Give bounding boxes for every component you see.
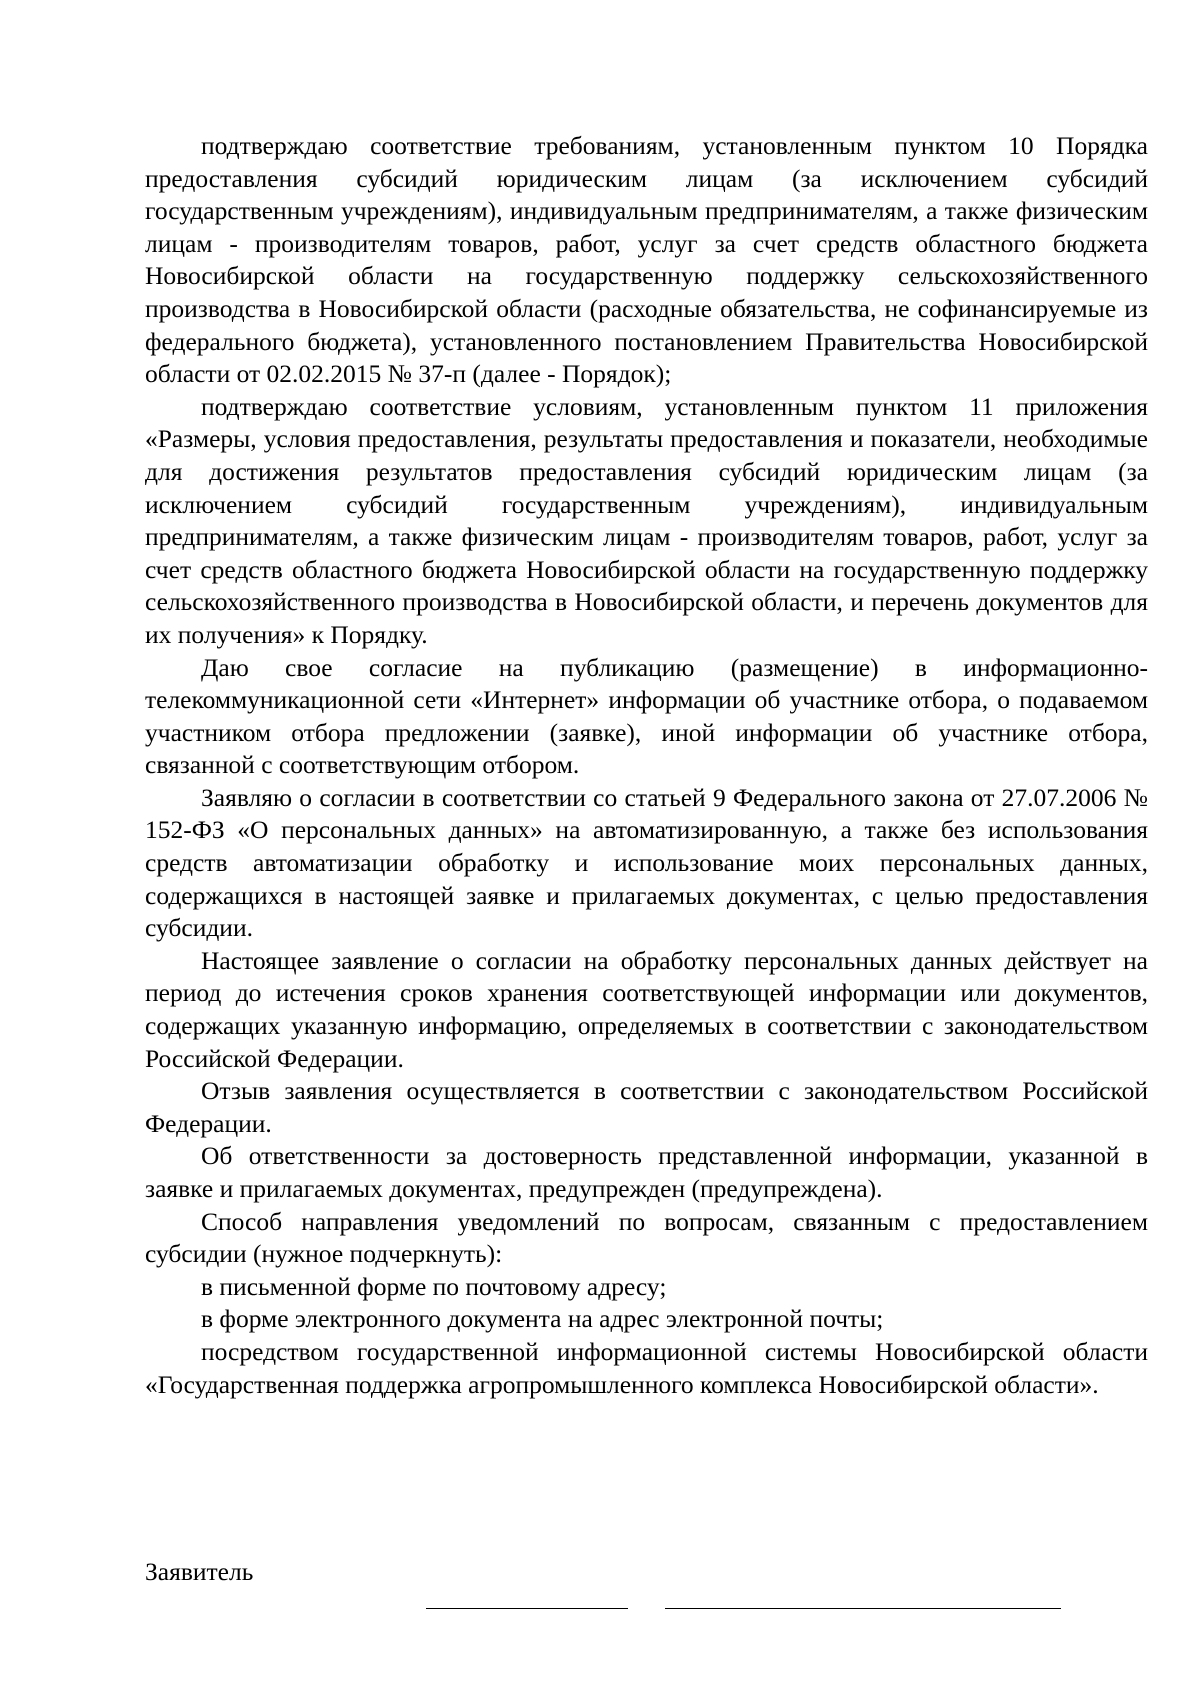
paragraph-publication-consent: Даю свое согласие на публикацию (размещение) в информационно-телекоммуникационной сети «Интернет» информации об участнике отбора, о подаваемом участником отбора предложении (заявке), иной информации об участнике отбора, связанной с соответствующим отбором.: [145, 652, 1148, 780]
paragraph-conditions: подтверждаю соответствие условиям, установленным пунктом 11 приложения «Размеры, условия предоставления, результаты предоставления и показатели, необходимые для достижения результатов предоставления субсидий юридическим лицам (за исключением субсидий государственным учреждениям), индивидуальным предпринимателям, а также физическим лицам - производителям товаров, работ, услуг за счет средств областного бюджета Новосибирской области на государственную поддержку сельскохозяйственного производства в Новосибирской области, и перечень документов для их получения» к Порядку.: [145, 391, 1148, 649]
option-email: в форме электронного документа на адрес электронной почты;: [201, 1304, 884, 1334]
signature-line: [426, 1608, 628, 1609]
option-gis: посредством государственной информационной системы Новосибирской области «Государственная поддержка агропромышленного комплекса Новосибирской области».: [145, 1336, 1148, 1399]
document-body: [145, 130, 1148, 1401]
paragraph-personal-data-consent: Заявляю о согласии в соответствии со статьей 9 Федерального закона от 27.07.2006 № 152-ФЗ «О персональных данных» на автоматизированную, а также без использования средств автоматизации обработку и использование моих персональных данных, содержащихся в настоящей заявке и прилагаемых документах, с целью предоставления субсидии.: [145, 782, 1148, 943]
signature-label: Заявитель: [145, 1557, 254, 1586]
option-postal: в письменной форме по почтовому адресу;: [201, 1271, 667, 1301]
paragraph-responsibility: Об ответственности за достоверность представленной информации, указанной в заявке и прилагаемых документах, предупрежден (предупреждена).: [145, 1141, 1148, 1203]
paragraph-notification-method: Способ направления уведомлений по вопросам, связанным с предоставлением субсидии (нужное подчеркнуть):: [145, 1206, 1148, 1269]
paragraph-requirements: подтверждаю соответствие требованиям, установленным пунктом 10 Порядка предоставления субсидий юридическим лицам (за исключением субсидий государственным учреждениям), индивидуальным предпринимателям, а также физическим лицам - производителям товаров, работ, услуг за счет средств областного бюджета Новосибирской области на государственную поддержку сельскохозяйственного производства в Новосибирской области (расходные обязательства, не софинансируемые из федерального бюджета), установленного постановлением Правительства Новосибирской области от 02.02.2015 № 37-п (далее - Порядок);: [145, 131, 1148, 389]
paragraph-consent-period: Настоящее заявление о согласии на обработку персональных данных действует на период до истечения сроков хранения соответствующей информации или документов, содержащих указанную информацию, определяемых в соответствии с законодательством Российской Федерации.: [145, 945, 1148, 1073]
paragraph-withdrawal: Отзыв заявления осуществляется в соответствии с законодательством Российской Федерации.: [145, 1076, 1148, 1138]
name-line: [665, 1608, 1061, 1609]
